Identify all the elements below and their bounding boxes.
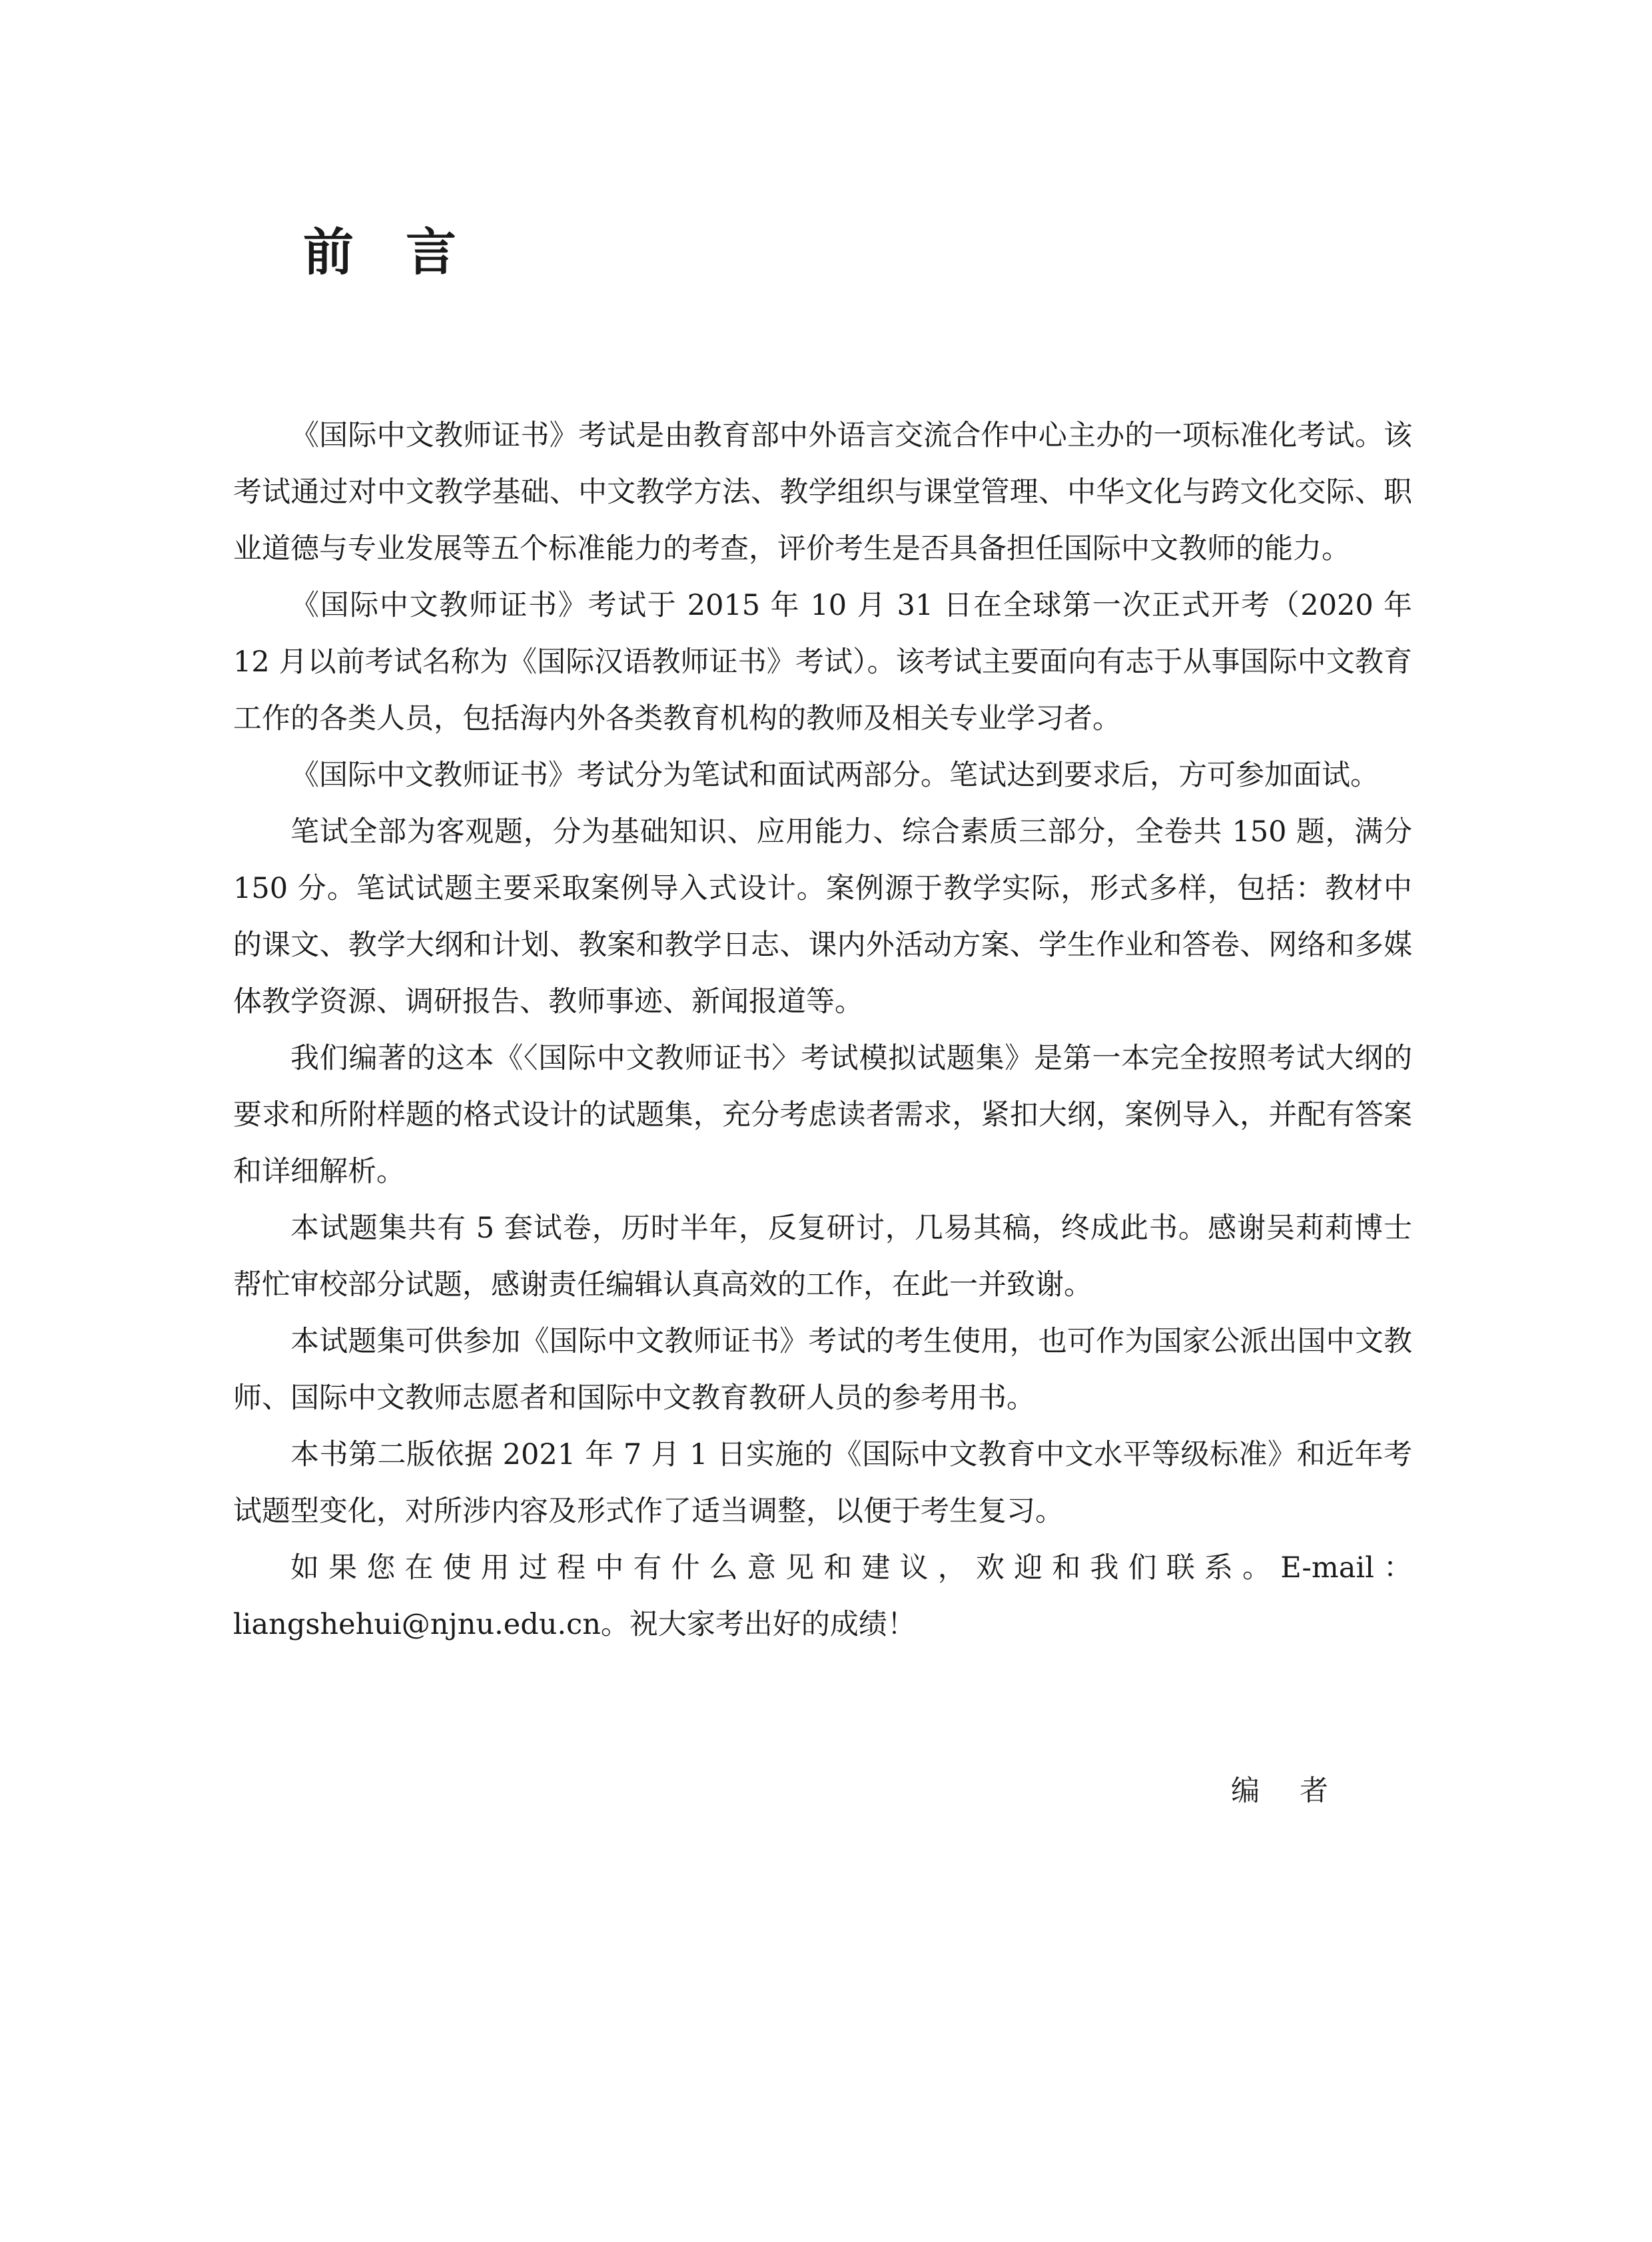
paragraph: 《国际中文教师证书》考试分为笔试和面试两部分。笔试达到要求后，方可参加面试。 bbox=[290, 759, 1379, 792]
paragraph: 本书第二版依据 2021 年 7 月 1 日实施的《国际中文教育中文水平等级标准》和近年考试题型变化，对所涉内容及形式作了适当调整，以便于考生复习。 bbox=[233, 1438, 1412, 1528]
paragraph: 《国际中文教师证书》考试于 2015 年 10 月 31 日在全球第一次正式开考（2020 年 12 月以前考试名称为《国际汉语教师证书》考试）。该考试主要面向有志于从事国际中文教育工作的各类人员，包括海内外各类教育机构的教师及相关专业学习者。 bbox=[233, 589, 1412, 735]
paragraph: 《国际中文教师证书》考试是由教育部中外语言交流合作中心主办的一项标准化考试。该考试通过对中文教学基础、中文教学方法、教学组织与课堂管理、中华文化与跨文化交际、职业道德与专业发展等五个标准能力的考查，评价考生是否具备担任国际中文教师的能力。 bbox=[233, 419, 1412, 565]
preface-body bbox=[233, 408, 1412, 1653]
paragraph: 我们编著的这本《〈国际中文教师证书〉考试模拟试题集》是第一本完全按照考试大纲的要求和所附样题的格式设计的试题集，充分考虑读者需求，紧扣大纲，案例导入，并配有答案和详细解析。 bbox=[233, 1042, 1412, 1188]
page-title: 前言 bbox=[303, 222, 508, 282]
author-signature: 编者 bbox=[1231, 1774, 1368, 1808]
paragraph: 笔试全部为客观题，分为基础知识、应用能力、综合素质三部分，全卷共 150 题，满分 150 分。笔试试题主要采取案例导入式设计。案例源于教学实际，形式多样，包括：教材中的课文、教学大纲和计划、教案和教学日志、课内外活动方案、学生作业和答卷、网络和多媒体教学资源、调研报告、教师事迹、新闻报道等。 bbox=[233, 815, 1412, 1018]
paragraph: 本试题集可供参加《国际中文教师证书》考试的考生使用，也可作为国家公派出国中文教师、国际中文教师志愿者和国际中文教育教研人员的参考用书。 bbox=[233, 1325, 1412, 1415]
paragraph: 本试题集共有 5 套试卷，历时半年，反复研讨，几易其稿，终成此书。感谢吴莉莉博士帮忙审校部分试题，感谢责任编辑认真高效的工作，在此一并致谢。 bbox=[233, 1212, 1412, 1302]
paragraph-contact: 如果您在使用过程中有什么意见和建议，欢迎和我们联系。E-mail：liangshehui@njnu.edu.cn。祝大家考出好的成绩！ bbox=[233, 1551, 1412, 1641]
